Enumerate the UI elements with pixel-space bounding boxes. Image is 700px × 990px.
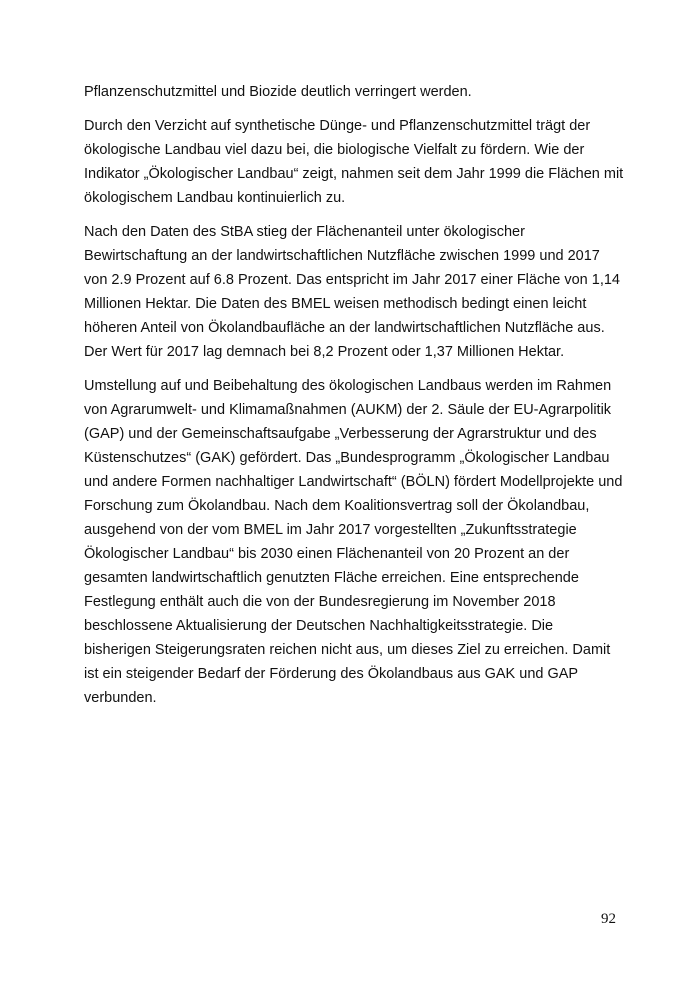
body-text [84,80,624,720]
paragraph-3: Nach den Daten des StBA stieg der Flächenanteil unter ökologischer Bewirtschaftung an der landwirtschaftlichen Nutzfläche zwischen 1999 und 2017 von 2.9 Prozent auf 6.8 Prozent. Das entspricht im Jahr 2017 einer Fläche von 1,14 Millionen Hektar. Die Daten des BMEL weisen methodisch bedingt einen leicht höheren Anteil von Ökolandbaufläche an der landwirtschaftlichen Nutzfläche aus. Der Wert für 2017 lag demnach bei 8,2 Prozent oder 1,37 Millionen Hektar. [84,224,620,360]
paragraph-4: Umstellung auf und Beibehaltung des ökologischen Landbaus werden im Rahmen von Agrarumwelt- und Klimamaßnahmen (AUKM) der 2. Säule der EU-Agrarpolitik (GAP) und der Gemeinschaftsaufgabe „Verbesserung der Agrarstruktur und des Küstenschutzes“ (GAK) gefördert. Das „Bundesprogramm „Ökologischer Landbau und andere Formen nachhaltiger Landwirtschaft“ (BÖLN) fördert Modellprojekte und Forschung zum Ökolandbau. Nach dem Koalitionsvertrag soll der Ökolandbau, ausgehend von der vom BMEL im Jahr 2017 vorgestellten „Zukunftsstrategie Ökologischer Landbau“ bis 2030 einen Flächenanteil von 20 Prozent an der gesamten landwirtschaftlich genutzten Fläche erreichen. Eine entsprechende Festlegung enthält auch die von der Bundesregierung im November 2018 beschlossene Aktualisierung der Deutschen Nachhaltigkeitsstrategie. Die bisherigen Steigerungsraten reichen nicht aus, um dieses Ziel zu erreichen. Damit ist ein steigender Bedarf der Förderung des Ökolandbaus aus GAK und GAP verbunden. [84,378,623,706]
paragraph-2: Durch den Verzicht auf synthetische Dünge- und Pflanzenschutzmittel trägt der ökologische Landbau viel dazu bei, die biologische Vielfalt zu fördern. Wie der Indikator „Ökologischer Landbau“ zeigt, nahmen seit dem Jahr 1999 die Flächen mit ökologischem Landbau kontinuierlich zu. [84,118,624,206]
page-number: 92 [601,911,616,927]
paragraph-1: Pflanzenschutzmittel und Biozide deutlich verringert werden. [84,84,472,100]
